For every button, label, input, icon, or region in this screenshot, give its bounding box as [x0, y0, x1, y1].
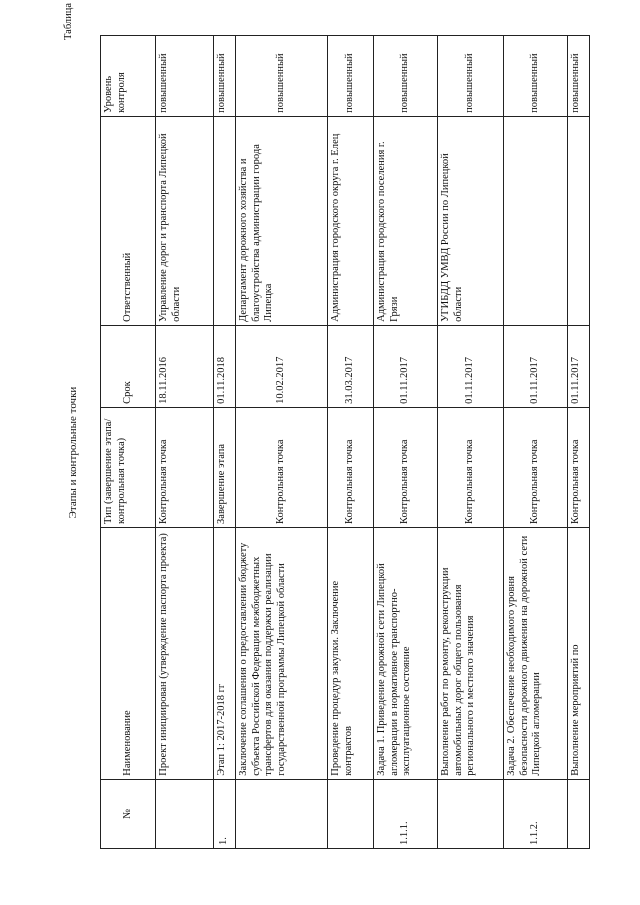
cell-type: Контрольная точка: [156, 407, 214, 527]
table-row: [504, 36, 568, 849]
cell-level: повышенный: [214, 36, 236, 117]
cell-date: 01.11.2018: [214, 325, 236, 407]
cell-type: Контрольная точка: [328, 407, 374, 527]
cell-date: 01.11.2017: [374, 325, 438, 407]
cell-type: Контрольная точка: [504, 407, 568, 527]
table-row: [214, 36, 236, 849]
header-num: №: [101, 779, 156, 848]
table-row: [328, 36, 374, 849]
table-header-row: [101, 36, 156, 849]
cell-level: повышенный: [328, 36, 374, 117]
cell-date: 01.11.2017: [504, 325, 568, 407]
cell-date: 18.11.2016: [156, 325, 214, 407]
cell-date: 01.11.2017: [568, 325, 590, 407]
cell-num: [328, 779, 374, 848]
cell-level: повышенный: [438, 36, 504, 117]
header-level: Уровень контроля: [101, 36, 156, 117]
cell-type: Контрольная точка: [438, 407, 504, 527]
cell-responsible: УГИБДД УМВД России по Липецкой области: [438, 116, 504, 325]
cell-num: [156, 779, 214, 848]
cell-num: [568, 779, 590, 848]
cell-type: Контрольная точка: [236, 407, 328, 527]
cell-level: повышенный: [568, 36, 590, 117]
cell-name: Выполнение работ по ремонту, реконструкции автомобильных дорог общего пользования регионального и местного значения: [438, 527, 504, 779]
cell-type: Контрольная точка: [374, 407, 438, 527]
cell-responsible: Администрация городского округа г. Елец: [328, 116, 374, 325]
cell-responsible: [214, 116, 236, 325]
cell-date: 31.03.2017: [328, 325, 374, 407]
cell-name: Проведение процедур закупки. Заключение контрактов: [328, 527, 374, 779]
cell-level: повышенный: [156, 36, 214, 117]
cell-num: [236, 779, 328, 848]
table-row: [438, 36, 504, 849]
cell-date: 01.11.2017: [438, 325, 504, 407]
table-label: Таблица: [63, 2, 74, 40]
table-row: [374, 36, 438, 849]
cell-type: Завершение этапа: [214, 407, 236, 527]
control-points-table: [100, 35, 590, 849]
cell-name: Заключение соглашения о предоставлении бюджету субъекта Российской Федерации межбюджетных трансфертов для оказания поддержки реализации государственной программы Липецкой области: [236, 527, 328, 779]
cell-name: Выполнение мероприятий по: [568, 527, 590, 779]
header-type: Тип (завершение этапа/контрольная точка): [101, 407, 156, 527]
header-name: Наименование: [101, 527, 156, 779]
cell-num: 1.1.2.: [504, 779, 568, 848]
cell-responsible: Управление дорог и транспорта Липецкой области: [156, 116, 214, 325]
table-row: [236, 36, 328, 849]
cell-date: 10.02.2017: [236, 325, 328, 407]
cell-responsible: [504, 116, 568, 325]
document-title: Этапы и контрольные точки: [67, 386, 79, 519]
cell-name: Проект инициирован (утверждение паспорта проекта): [156, 527, 214, 779]
table-row: [568, 36, 590, 849]
table-row: [156, 36, 214, 849]
cell-name: Задача 2. Обеспечение необходимого уровня безопасности дорожного движения на дорожной сети Липецкой агломерации: [504, 527, 568, 779]
header-date: Срок: [101, 325, 156, 407]
cell-type: Контрольная точка: [568, 407, 590, 527]
cell-level: повышенный: [504, 36, 568, 117]
cell-responsible: Департамент дорожного хозяйства и благоустройства администрации города Липецка: [236, 116, 328, 325]
cell-level: повышенный: [236, 36, 328, 117]
cell-num: 1.: [214, 779, 236, 848]
cell-name: Этап 1: 2017-2018 гг: [214, 527, 236, 779]
cell-responsible: Администрация городского поселения г. Грязи: [374, 116, 438, 325]
cell-level: повышенный: [374, 36, 438, 117]
cell-name: Задача 1. Приведение дорожной сети Липецкой агломерации в нормативное транспортно-эксплуатационное состояние: [374, 527, 438, 779]
cell-num: [438, 779, 504, 848]
header-responsible: Ответственный: [101, 116, 156, 325]
cell-responsible: [568, 116, 590, 325]
cell-num: 1.1.1.: [374, 779, 438, 848]
